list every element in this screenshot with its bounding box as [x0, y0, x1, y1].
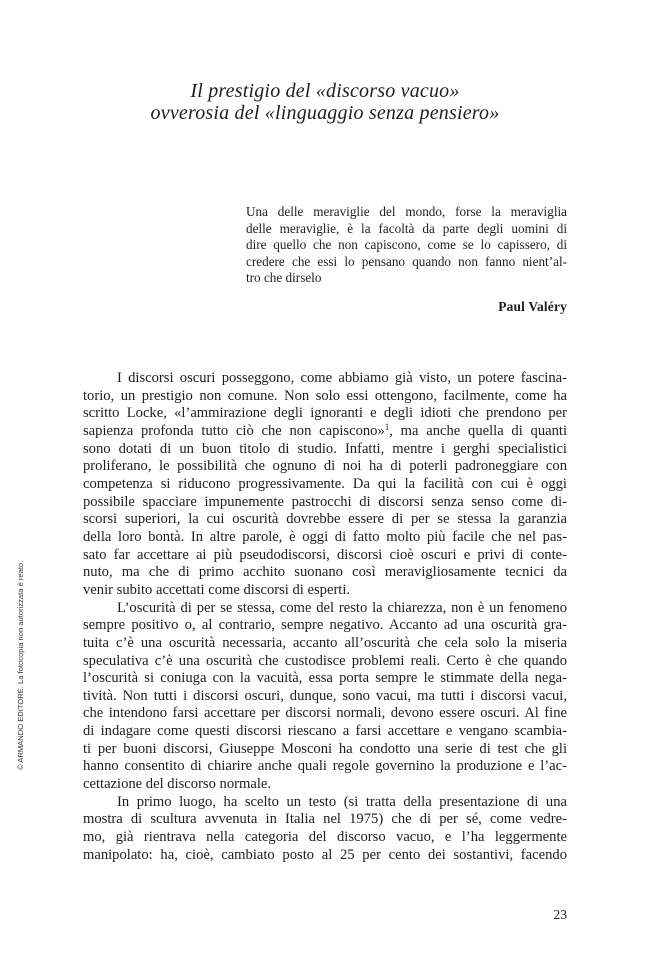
body-line: ti per buoni discorsi, Giuseppe Mosconi ha condotto una serie di test che gli — [83, 740, 567, 757]
body-line: proliferano, le possibilità che ognuno di noi ha di poterli padroneggiare con — [83, 458, 567, 475]
copyright-notice: © ARMANDO EDITORE. La fotocopia non autorizzata è reato. — [16, 560, 25, 770]
body-line: tività. Non tutti i discorsi oscuri, dunque, sono vacui, ma tutti i discorsi vacui, — [83, 687, 567, 704]
body-line-part: , ma anche quella di quanti — [389, 422, 567, 439]
epigraph — [246, 204, 567, 287]
body-line: sono dotati di un buon titolo di studio. Infatti, mentre i gerghi specialistici — [83, 440, 567, 457]
body-line: di indagare come questi discorsi riescano a farsi accettare e vengano scambia- — [83, 723, 567, 740]
epigraph-line: delle meraviglie, è la facoltà da parte degli uomini di — [246, 220, 567, 236]
body-line: L’oscurità di per se stessa, come del resto la chiarezza, non è un fenomeno — [117, 599, 567, 616]
body-line: In primo luogo, ha scelto un testo (si tratta della presentazione di una — [117, 793, 567, 810]
page-number: 23 — [553, 907, 567, 922]
body-text — [83, 370, 567, 864]
body-line: hanno consentito di chiarire anche quali regole governino la produzione e l’ac- — [83, 758, 567, 775]
body-line: torio, un prestigio non comune. Non solo essi ottengono, facilmente, come ha — [83, 387, 567, 404]
body-line: che intendono farsi accettare per discorsi normali, devono essere oscuri. Al fine — [83, 705, 567, 722]
body-line: manipolato: ha, cioè, cambiato posto al 25 per cento dei sostantivi, facendo — [83, 846, 567, 863]
chapter-title-line-1: Il prestigio del «discorso vacuo» — [190, 80, 460, 102]
body-line: I discorsi oscuri posseggono, come abbiamo già visto, un potere fascina- — [117, 370, 567, 386]
body-line: speculativa c’è una oscurità che custodisce problemi reali. Certo è che quando — [83, 652, 567, 669]
body-line — [83, 423, 567, 441]
body-line-part: sapienza profonda tutto ciò che non capiscono» — [83, 422, 385, 439]
epigraph-line: Una delle meraviglie del mondo, forse la meraviglia — [246, 204, 567, 219]
body-line: l’oscurità si coniuga con la vacuità, essa porta sempre le stimmate della nega- — [83, 670, 567, 687]
body-line: nuto, ma che di primo acchito suonano così meravigliosamente tecnici da — [83, 564, 567, 581]
body-line: possibile spacciare impunemente pastrocchi di discorsi senza senso come di- — [83, 493, 567, 510]
footnote-ref[interactable]: 1 — [384, 422, 390, 432]
body-line: cettazione del discorso normale. — [83, 776, 272, 793]
body-line: della loro bontà. In altre parole, è oggi di fatto molto più facile che nel pas- — [83, 528, 567, 545]
chapter-title-line-2: ovverosia del «linguaggio senza pensiero» — [150, 102, 500, 124]
epigraph-author: Paul Valéry — [498, 299, 567, 314]
epigraph-line: dire quello che non capiscono, come se lo capissero, di — [246, 237, 567, 253]
epigraph-line: credere che essi lo pensano quando non fanno nient’al- — [246, 253, 567, 269]
body-line: venir subito accettati come discorsi di esperti. — [83, 581, 351, 598]
body-line: mo, già rientrava nella categoria del discorso vacuo, e l’ha leggermente — [83, 829, 567, 846]
body-line: scritto Locke, «l’ammirazione degli ignoranti e degli idioti che prendono per — [83, 405, 567, 422]
epigraph-line: tro che dirselo — [246, 270, 322, 286]
body-line: sato far accettare ai più pseudodiscorsi, discorsi cioè oscuri e privi di conte- — [83, 546, 567, 563]
body-line: tuita c’è una oscurità necessaria, accanto all’oscurità che cela solo la miseria — [83, 634, 567, 651]
body-line: competenza si riducono progressivamente. Da qui la facilità con cui è oggi — [83, 475, 567, 492]
body-line: sempre positivo o, al contrario, sempre negativo. Accanto ad una oscurità gra- — [83, 617, 567, 634]
body-line: mostra di scultura avvenuta in Italia nel 1975) che di per sé, come vedre- — [83, 811, 567, 828]
body-line: scorsi superiori, la cui oscurità dovrebbe essere di per se stessa la garanzia — [83, 511, 567, 528]
